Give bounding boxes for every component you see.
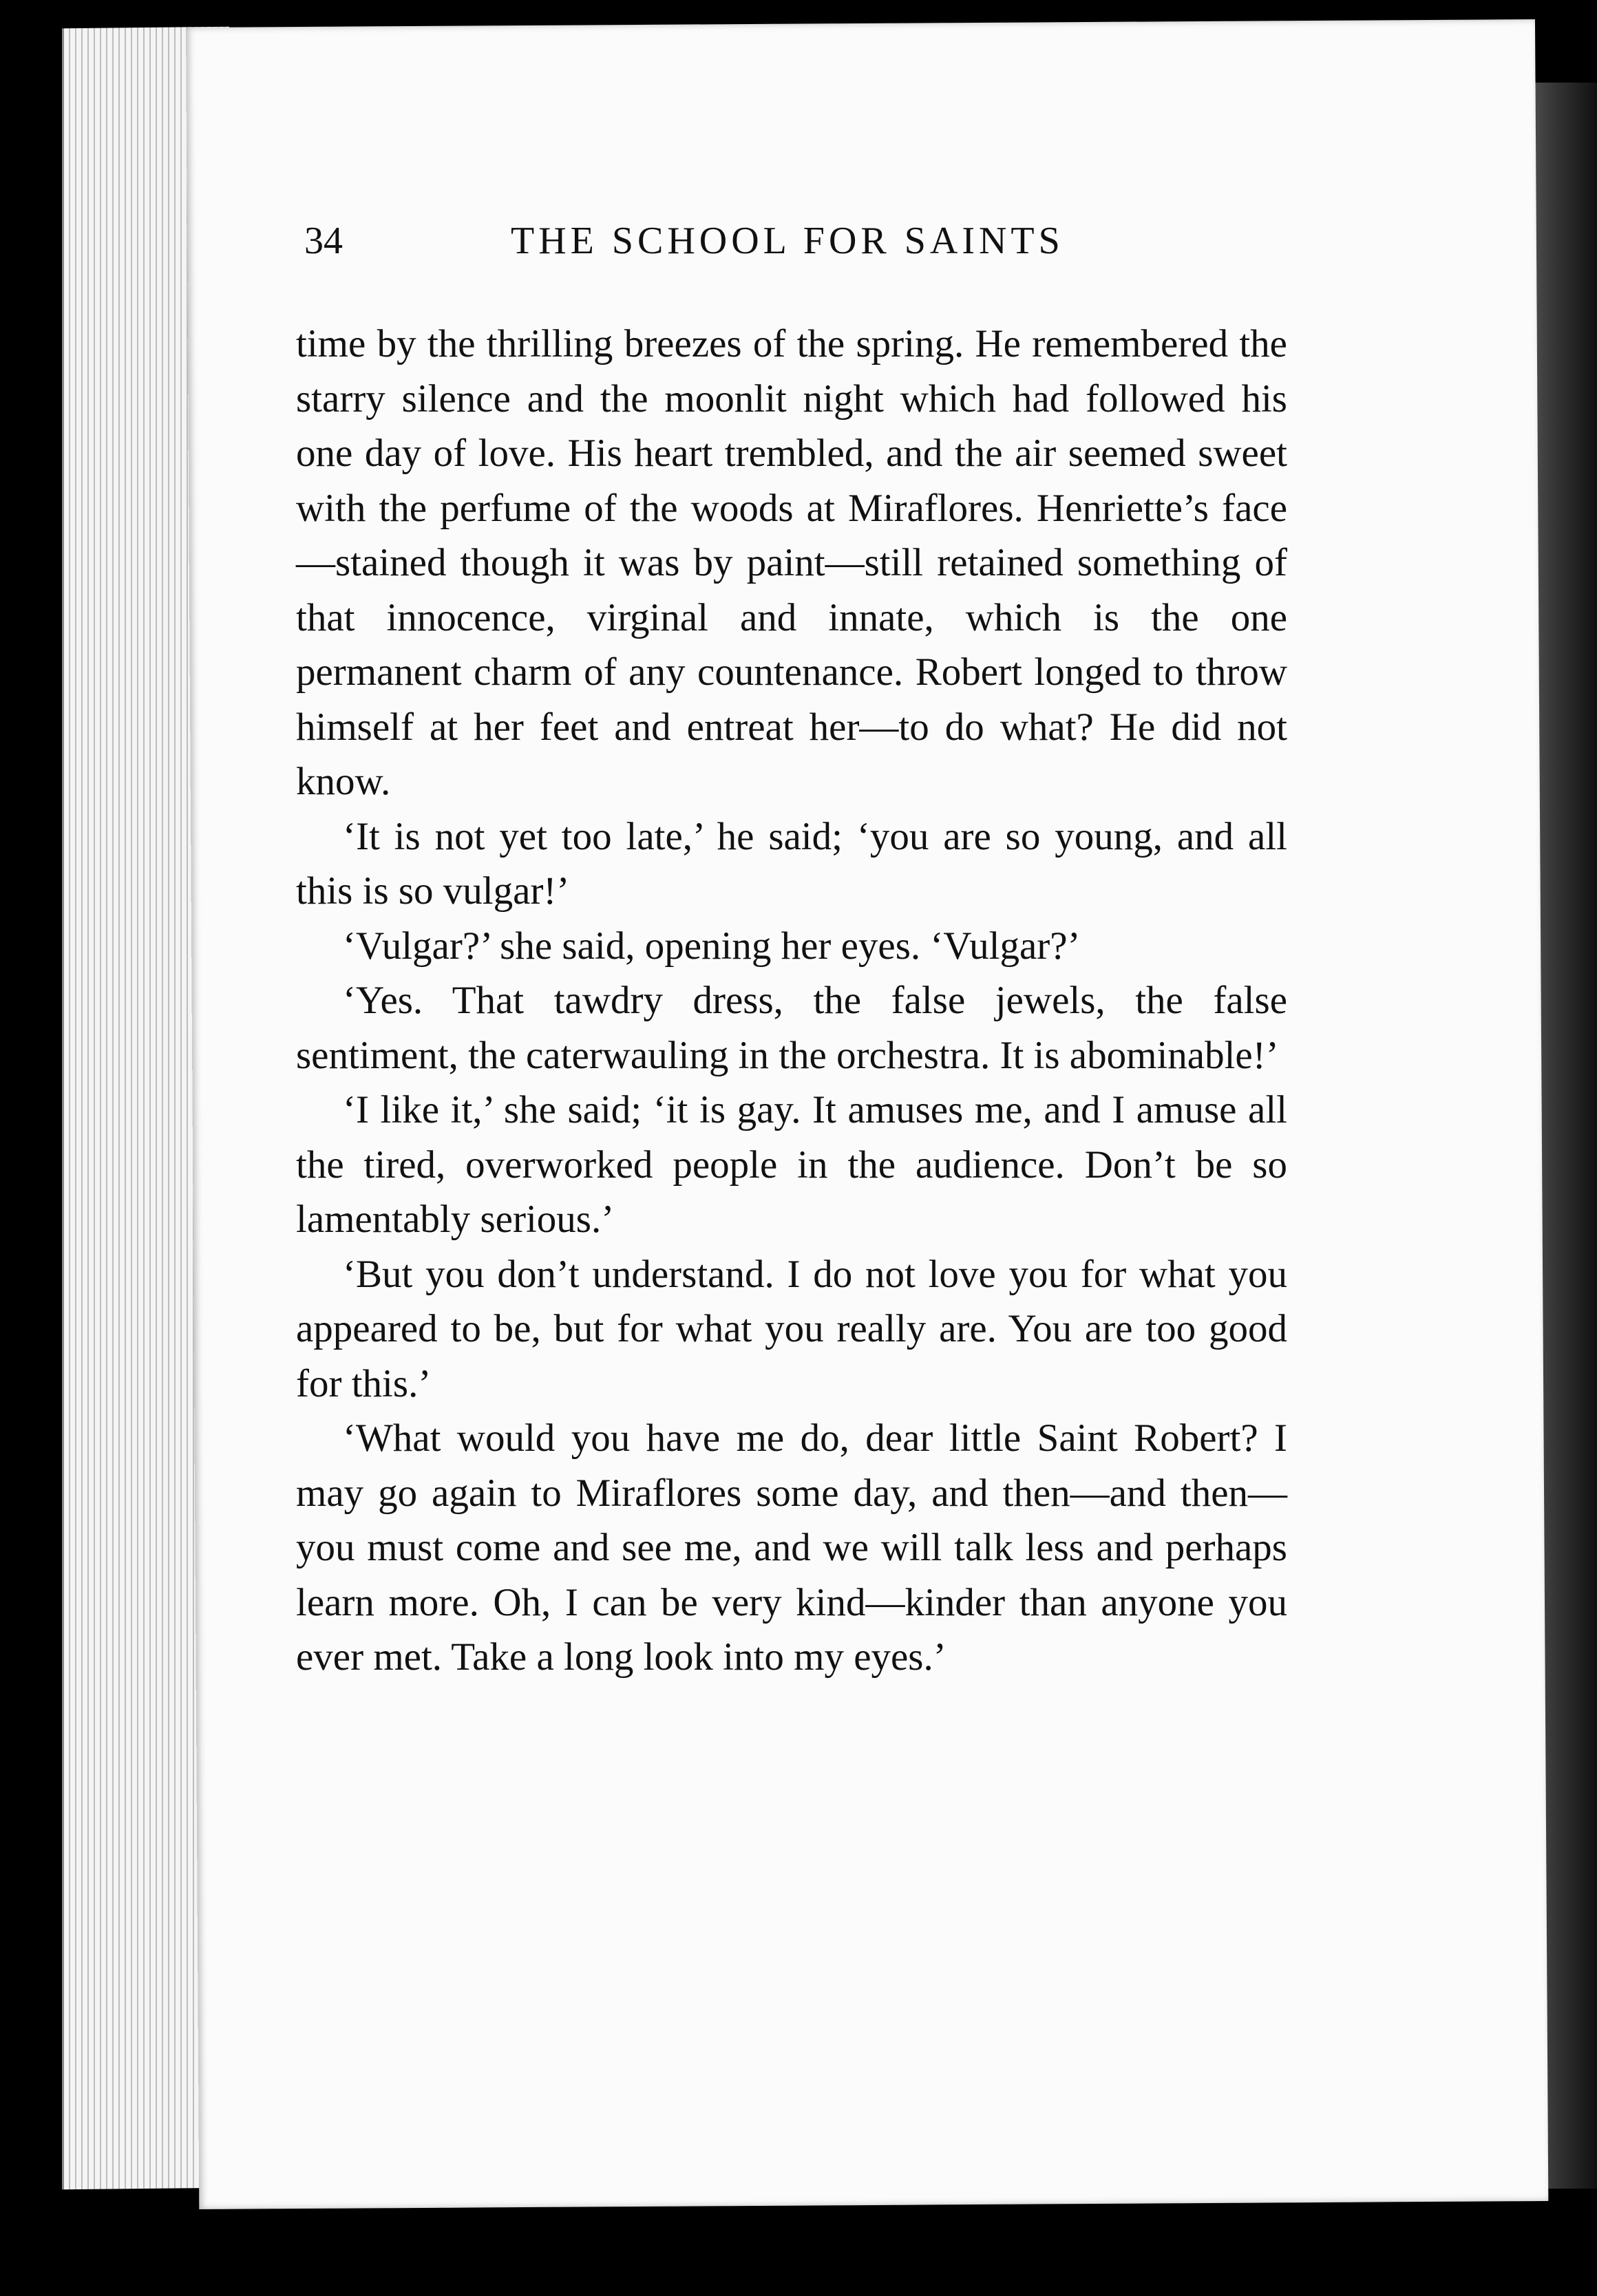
running-title: THE SCHOOL FOR SAINTS [511,220,1064,262]
page-number: 34 [304,220,343,262]
paragraph: ‘It is not yet too late,’ he said; ‘you are so young, and all this is so vulgar!’ [296,814,1287,913]
paragraph: ‘But you don’t understand. I do not love you for what you appeared to be, but for what you really are. You are too good for this.’ [296,1252,1287,1405]
paragraph: ‘Yes. That tawdry dress, the false jewels, the false sentiment, the caterwauling in the orchestra. It is abominable!’ [296,979,1287,1077]
paragraph: time by the thrilling breezes of the spring. He remembered the starry silence and the moonlit night which had followed his one day of love. His heart trembled, and the air seemed sweet with the perfume of the woods at Miraflores. Henriette’s face—stained though it was by paint—still retained something of that innocence, virginal and innate, which is the one permanent charm of any countenance. Robert longed to throw himself at her feet and entreat her—to do what? He did not know. [296,322,1287,803]
body-text [296,317,1287,1685]
paragraph: ‘Vulgar?’ she said, opening her eyes. ‘Vulgar?’ [343,924,1081,968]
paragraph: ‘I like it,’ she said; ‘it is gay. It amuses me, and I amuse all the tired, overworked people in the audience. Don’t be so lamentably serious.’ [296,1088,1287,1241]
paragraph: ‘What would you have me do, dear little Saint Robert? I may go again to Miraflores some day, and then—and then—you must come and see me, and we will talk less and perhaps learn more. Oh, I can be very kind—kinder than anyone you ever met. Take a long look into my eyes.’ [296,1416,1287,1679]
page-header [304,219,1282,295]
